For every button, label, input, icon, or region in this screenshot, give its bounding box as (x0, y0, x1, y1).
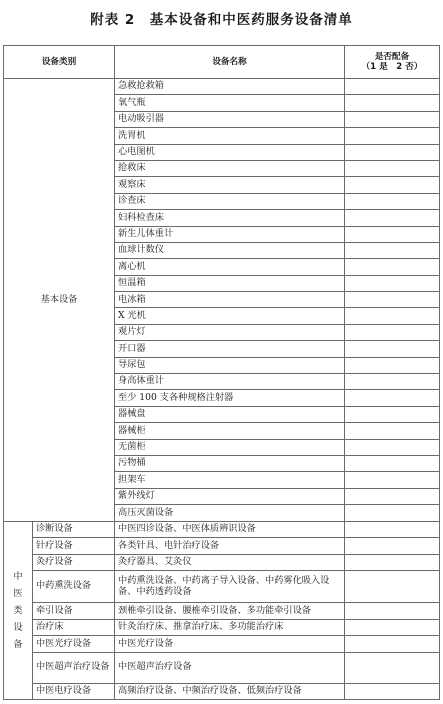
config-cell (345, 406, 440, 422)
equipment-name-cell: 高压灭菌设备 (115, 505, 345, 521)
table-header-row (4, 46, 440, 79)
equipment-name-cell: 妇科检查床 (115, 210, 345, 226)
config-cell (345, 111, 440, 127)
header-category: 设备类别 (4, 46, 115, 79)
tcm-category-char: 中 (13, 570, 23, 582)
equipment-name-cell: 开口器 (115, 341, 345, 357)
config-cell (345, 423, 440, 439)
config-cell (345, 390, 440, 406)
config-cell (345, 472, 440, 488)
tcm-subcategory-cell: 针疗设备 (33, 538, 115, 555)
config-cell (345, 177, 440, 193)
equipment-name-cell: 洗胃机 (115, 128, 345, 144)
basic-category-cell: 基本设备 (4, 79, 115, 522)
config-cell (345, 374, 440, 390)
tcm-subcategory-cell: 中医电疗设备 (33, 683, 115, 700)
equipment-name-cell: 紫外线灯 (115, 488, 345, 504)
equipment-name-cell: 观片灯 (115, 324, 345, 340)
tcm-category-char: 医 (13, 587, 23, 599)
tcm-category-char: 备 (13, 638, 23, 650)
config-cell (345, 79, 440, 95)
table-row (4, 79, 440, 95)
config-cell (345, 652, 440, 683)
header-config-line1: 是否配备 (374, 51, 410, 62)
equipment-name-cell: 至少 100 支各种规格注射器 (115, 390, 345, 406)
config-cell (345, 128, 440, 144)
equipment-name-cell: 无菌柜 (115, 439, 345, 455)
config-cell (345, 210, 440, 226)
config-cell (345, 308, 440, 324)
table-row (4, 521, 440, 538)
equipment-name-cell: 身高体重计 (115, 374, 345, 390)
config-cell (345, 324, 440, 340)
config-cell (345, 488, 440, 504)
config-cell (345, 571, 440, 603)
table-row (4, 619, 440, 636)
config-cell (345, 160, 440, 176)
header-config-line2: （1 是 2 否） (361, 62, 423, 72)
equipment-name-cell: 电动吸引器 (115, 111, 345, 127)
table-row (4, 554, 440, 571)
table-row (4, 652, 440, 683)
tcm-category-cell (4, 521, 33, 700)
equipment-name-cell: X 光机 (115, 308, 345, 324)
equipment-name-cell: 高频治疗设备、中频治疗设备、低频治疗设备 (115, 683, 345, 700)
config-cell (345, 554, 440, 571)
config-cell (345, 538, 440, 555)
config-cell (345, 193, 440, 209)
equipment-name-cell: 急救抢救箱 (115, 79, 345, 95)
config-cell (345, 226, 440, 242)
equipment-name-cell: 氧气瓶 (115, 95, 345, 111)
equipment-name-cell: 器械柜 (115, 423, 345, 439)
equipment-name-cell: 颈椎牵引设备、腰椎牵引设备、多功能牵引设备 (115, 603, 345, 620)
equipment-name-cell: 恒温箱 (115, 275, 345, 291)
equipment-name-cell: 离心机 (115, 259, 345, 275)
tcm-subcategory-cell: 中医超声治疗设备 (33, 652, 115, 683)
equipment-name-cell: 导尿包 (115, 357, 345, 373)
equipment-name-cell: 新生儿体重计 (115, 226, 345, 242)
config-cell (345, 521, 440, 538)
tcm-subcategory-cell: 中医光疗设备 (33, 636, 115, 653)
config-cell (345, 242, 440, 258)
equipment-name-cell: 器械盘 (115, 406, 345, 422)
config-cell (345, 292, 440, 308)
equipment-name-cell: 灸疗器具、艾灸仪 (115, 554, 345, 571)
table-row (4, 636, 440, 653)
equipment-name-cell: 中医超声治疗设备 (115, 652, 345, 683)
tcm-subcategory-cell: 灸疗设备 (33, 554, 115, 571)
equipment-name-cell: 针灸治疗床、推拿治疗床、多功能治疗床 (115, 619, 345, 636)
equipment-name-cell: 抢救床 (115, 160, 345, 176)
config-cell (345, 144, 440, 160)
equipment-name-cell: 担架车 (115, 472, 345, 488)
tcm-subcategory-cell: 诊断设备 (33, 521, 115, 538)
table-row (4, 603, 440, 620)
config-cell (345, 439, 440, 455)
tcm-subcategory-cell: 治疗床 (33, 619, 115, 636)
config-cell (345, 505, 440, 521)
table-row (4, 538, 440, 555)
header-config (345, 46, 440, 79)
equipment-name-cell: 中医四诊设备、中医体质辨识设备 (115, 521, 345, 538)
equipment-name-cell: 污物桶 (115, 455, 345, 471)
config-cell (345, 357, 440, 373)
equipment-table (3, 45, 440, 700)
tcm-subcategory-cell: 牵引设备 (33, 603, 115, 620)
tcm-category-char: 类 (13, 604, 23, 616)
tcm-subcategory-cell: 中药熏洗设备 (33, 571, 115, 603)
config-cell (345, 619, 440, 636)
equipment-name-cell: 电冰箱 (115, 292, 345, 308)
table-row (4, 683, 440, 700)
header-name: 设备名称 (115, 46, 345, 79)
config-cell (345, 636, 440, 653)
equipment-name-cell: 诊查床 (115, 193, 345, 209)
table-body (4, 79, 440, 700)
table-row (4, 571, 440, 603)
equipment-name-cell: 观察床 (115, 177, 345, 193)
equipment-name-cell: 中药熏洗设备、中药离子导入设备、中药雾化吸入设备、中药透药设备 (115, 571, 345, 603)
config-cell (345, 259, 440, 275)
equipment-name-cell: 中医光疗设备 (115, 636, 345, 653)
config-cell (345, 683, 440, 700)
config-cell (345, 95, 440, 111)
equipment-name-cell: 心电图机 (115, 144, 345, 160)
equipment-name-cell: 各类针具、电针治疗设备 (115, 538, 345, 555)
config-cell (345, 341, 440, 357)
equipment-name-cell: 血球计数仪 (115, 242, 345, 258)
document-title: 附表 2 基本设备和中医药服务设备清单 (90, 12, 353, 28)
config-cell (345, 275, 440, 291)
config-cell (345, 603, 440, 620)
config-cell (345, 455, 440, 471)
tcm-category-char: 设 (13, 621, 23, 633)
